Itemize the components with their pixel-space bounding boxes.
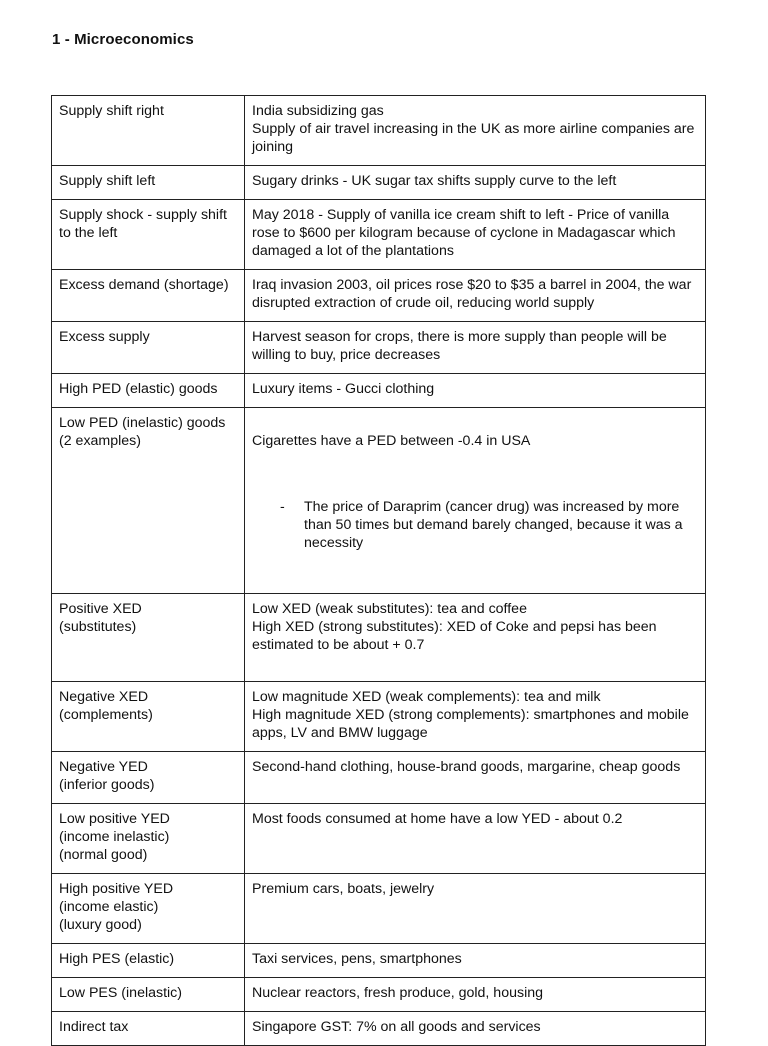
table-row <box>52 594 706 682</box>
term-cell: High PED (elastic) goods <box>52 374 245 408</box>
example-cell: Low magnitude XED (weak complements): tea and milk High magnitude XED (strong complements): smartphones and mobile apps, LV and BMW luggage <box>245 682 706 752</box>
table-row <box>52 322 706 374</box>
table-row <box>52 682 706 752</box>
example-cell <box>245 408 706 594</box>
example-cell: Premium cars, boats, jewelry <box>245 874 706 944</box>
example-cell: Nuclear reactors, fresh produce, gold, housing <box>245 978 706 1012</box>
term-cell: Low positive YED (income inelastic) (normal good) <box>52 804 245 874</box>
table-row <box>52 874 706 944</box>
term-cell: Low PED (inelastic) goods (2 examples) <box>52 408 245 594</box>
term-cell: Supply shock - supply shift to the left <box>52 200 245 270</box>
table-row <box>52 944 706 978</box>
concept-examples-table <box>51 95 706 1046</box>
term-cell: Supply shift right <box>52 96 245 166</box>
example-cell: Low XED (weak substitutes): tea and coffee High XED (strong substitutes): XED of Coke and pepsi has been estimated to be about + 0.7 <box>245 594 706 682</box>
list-dash: - <box>280 499 285 515</box>
term-cell: Excess supply <box>52 322 245 374</box>
table-row <box>52 752 706 804</box>
term-cell: Negative YED (inferior goods) <box>52 752 245 804</box>
term-cell: Excess demand (shortage) <box>52 270 245 322</box>
example-text: Cigarettes have a PED between -0.4 in USA <box>252 433 531 449</box>
page-title: 1 - Microeconomics <box>52 31 194 48</box>
table-row <box>52 1012 706 1046</box>
table-row <box>52 804 706 874</box>
table-row <box>52 270 706 322</box>
term-cell: Indirect tax <box>52 1012 245 1046</box>
example-cell: Harvest season for crops, there is more supply than people will be willing to buy, price decreases <box>245 322 706 374</box>
table-row <box>52 166 706 200</box>
example-cell: Second-hand clothing, house-brand goods, margarine, cheap goods <box>245 752 706 804</box>
table-row <box>52 374 706 408</box>
list-item <box>280 498 698 552</box>
example-cell: May 2018 - Supply of vanilla ice cream shift to left - Price of vanilla rose to $600 per kilogram because of cyclone in Madagascar which damaged a lot of the plantations <box>245 200 706 270</box>
term-cell: Low PES (inelastic) <box>52 978 245 1012</box>
term-cell: High PES (elastic) <box>52 944 245 978</box>
example-cell: Iraq invasion 2003, oil prices rose $20 to $35 a barrel in 2004, the war disrupted extraction of crude oil, reducing world supply <box>245 270 706 322</box>
example-cell: Taxi services, pens, smartphones <box>245 944 706 978</box>
example-cell: Most foods consumed at home have a low YED - about 0.2 <box>245 804 706 874</box>
term-cell: Negative XED (complements) <box>52 682 245 752</box>
table-row <box>52 96 706 166</box>
term-cell: Supply shift left <box>52 166 245 200</box>
example-cell: India subsidizing gas Supply of air travel increasing in the UK as more airline companies are joining <box>245 96 706 166</box>
term-cell: Positive XED (substitutes) <box>52 594 245 682</box>
example-cell: Sugary drinks - UK sugar tax shifts supply curve to the left <box>245 166 706 200</box>
example-cell: Luxury items - Gucci clothing <box>245 374 706 408</box>
example-sublist <box>252 480 698 570</box>
list-item-text: The price of Daraprim (cancer drug) was increased by more than 50 times but demand barely changed, because it was a necessity <box>304 499 683 551</box>
term-cell: High positive YED (income elastic) (luxury good) <box>52 874 245 944</box>
table-row <box>52 408 706 594</box>
table-row <box>52 200 706 270</box>
example-cell: Singapore GST: 7% on all goods and services <box>245 1012 706 1046</box>
table-row <box>52 978 706 1012</box>
